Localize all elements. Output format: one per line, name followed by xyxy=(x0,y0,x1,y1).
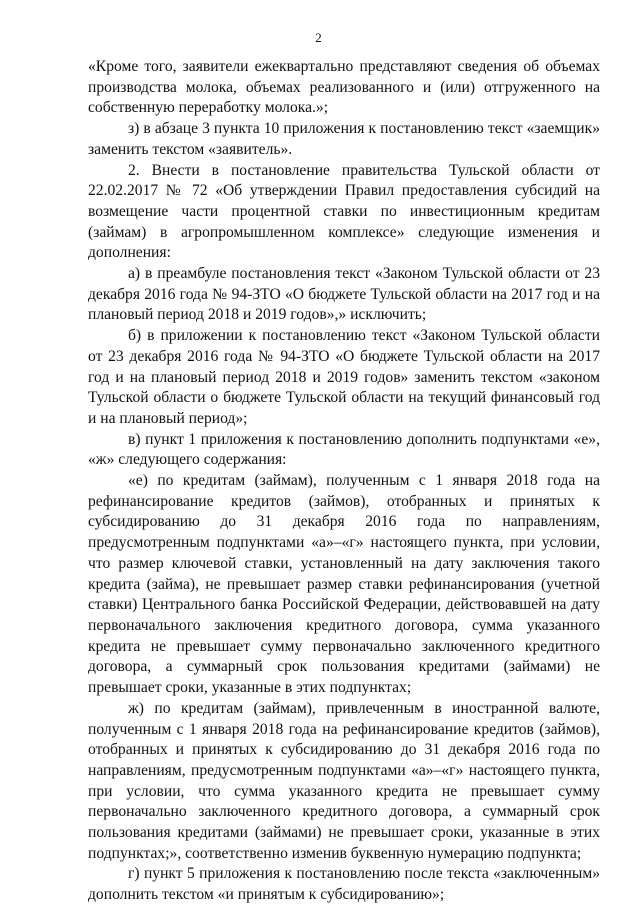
paragraph-continuation: «Кроме того, заявители ежеквартально представляют сведения об объемах производства молока, объемах реализованного и (или) отгруженного на собственную переработку молока.»; xyxy=(88,58,600,117)
paragraph-section-2: 2. Внести в постановление правительства Тульской области от 22.02.2017 № 72 «Об утверждении Правил предоставления субсидий на возмещение части процентной ставки по инвестиционным кредитам (займам) в агропромышленном комплексе» следующие изменения и дополнения: xyxy=(88,161,600,262)
paragraph-item-v: в) пункт 1 приложения к постановлению дополнить подпунктами «е», «ж» следующего содержания: xyxy=(88,430,600,469)
paragraph-item-g: г) пункт 5 приложения к постановлению после текста «заключенным» дополнить текстом «и принятым к субсидированию»; xyxy=(88,865,600,904)
paragraph-item-a: а) в преамбуле постановления текст «Законом Тульской области от 23 декабря 2016 года № 94-ЗТО «О бюджете Тульской области на 2017 год и на плановый период 2018 и 2019 годов»,» исключить; xyxy=(88,265,600,324)
paragraph-subitem-zh: ж) по кредитам (займам), привлеченным в иностранной валюте, полученным с 1 января 2018 года на рефинансирование кредитов (займов), отобранных и принятых к субсидированию до 31 декабря 2016 года по направлениям, предусмотренным подпунктами «а»–«г» настоящего пункта, при условии, что сумма указанного кредита не превышает сумму первоначально заключенного кредитного договора, а суммарный срок пользования кредитами (займами) не превышает сроки, указанные в этих подпунктах;», соответственно изменив буквенную нумерацию подпункта; xyxy=(88,699,600,862)
paragraph-subitem-e: «е) по кредитам (займам), полученным с 1 января 2018 года на рефинансирование кредитов (займов), отобранных и принятых к субсидированию до 31 декабря 2016 года по направлениям, предусмотренным подпунктами «а»–«г» настоящего пункта, при условии, что размер ключевой ставки, установленный на дату заключения такого кредита (займа), не превышает размер ставки рефинансирования (учетной ставки) Центрального банка Российской Федерации, действовавшей на дату первоначального заключения кредитного договора, сумма указанного кредита не превышает сумму первоначально заключенного кредитного договора, а суммарный срок пользования кредитами (займами) не превышает сроки, указанные в этих подпунктах; xyxy=(88,472,600,697)
paragraph-item-b: б) в приложении к постановлению текст «Законом Тульской области от 23 декабря 2016 года № 94-ЗТО «О бюджете Тульской области на 2017 год и на плановый период 2018 и 2019 годов» заменить текстом «законом Тульской области о бюджете Тульской области на текущий финансовый год и на плановый период»; xyxy=(88,327,600,427)
page-number: 2 xyxy=(315,30,322,45)
paragraph-item-z: з) в абзаце 3 пункта 10 приложения к постановлению текст «заемщик» заменить текстом «заявитель». xyxy=(88,120,600,158)
document-body xyxy=(88,57,600,906)
